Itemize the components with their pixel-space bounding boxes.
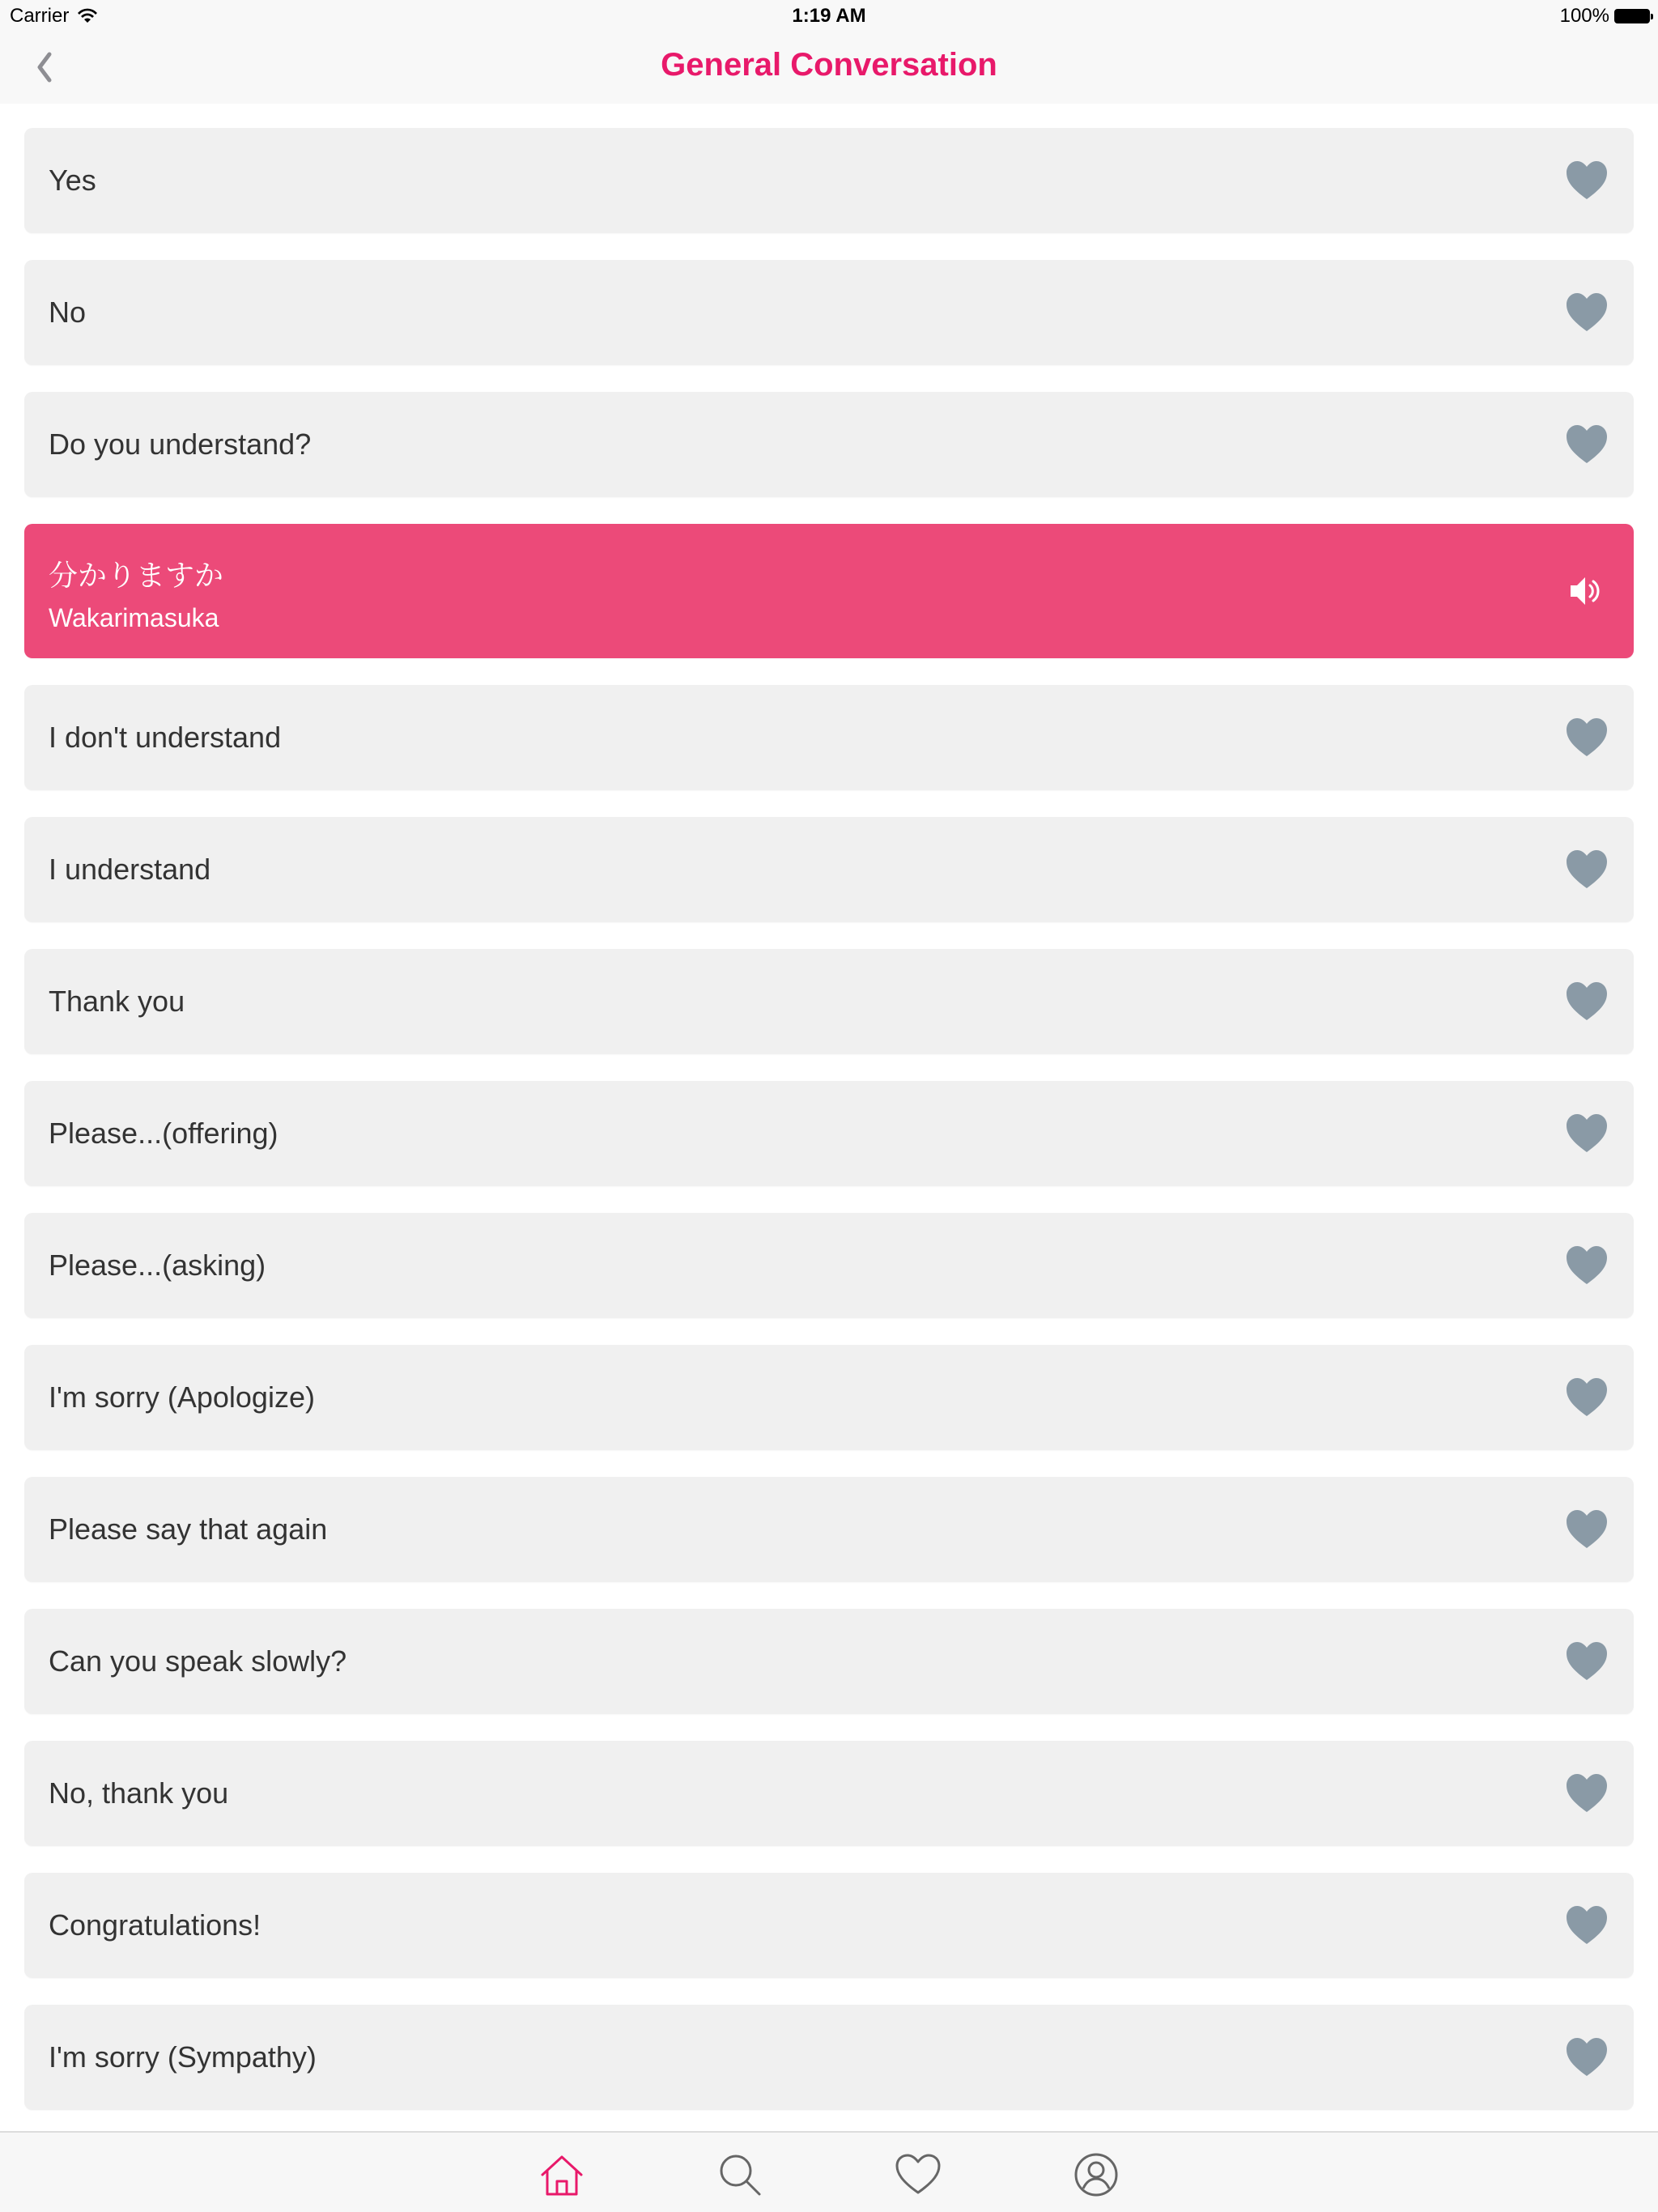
list-item[interactable] — [24, 1213, 1634, 1318]
phrase-label: Congratulations! — [49, 1908, 261, 1942]
heart-icon[interactable] — [1564, 1244, 1609, 1287]
phrase-label: Yes — [49, 164, 96, 197]
list-item[interactable] — [24, 949, 1634, 1054]
phrase-label: Please...(asking) — [49, 1249, 266, 1282]
phrase-label: Thank you — [49, 985, 185, 1018]
heart-icon[interactable] — [1564, 1772, 1609, 1815]
home-icon — [538, 2152, 586, 2197]
phrase-label: Can you speak slowly? — [49, 1644, 347, 1678]
list-item[interactable] — [24, 1345, 1634, 1450]
phrase-label: I'm sorry (Apologize) — [49, 1380, 315, 1414]
heart-icon[interactable] — [1564, 1508, 1609, 1551]
heart-icon[interactable] — [1564, 1904, 1609, 1947]
phrase-label: Please...(offering) — [49, 1117, 278, 1150]
status-bar — [0, 0, 1658, 32]
heart-icon[interactable] — [1564, 848, 1609, 891]
speaker-icon[interactable] — [1567, 572, 1605, 610]
navigation-bar — [0, 32, 1658, 104]
battery-icon — [1614, 9, 1650, 23]
heart-icon — [894, 2152, 942, 2197]
battery-indicator — [1560, 5, 1650, 28]
phrase-label: No, thank you — [49, 1776, 229, 1810]
search-icon — [717, 2152, 763, 2197]
status-time: 1:19 AM — [792, 5, 866, 27]
list-item[interactable] — [24, 1477, 1634, 1582]
phrase-list — [24, 128, 1634, 2137]
phrase-label: I don't understand — [49, 721, 282, 754]
page-title: General Conversation — [661, 47, 997, 83]
list-item[interactable] — [24, 2005, 1634, 2110]
tab-bar — [0, 2131, 1658, 2212]
battery-label: 100% — [1559, 5, 1609, 27]
phrase-label: No — [49, 296, 87, 329]
heart-icon[interactable] — [1564, 1640, 1609, 1683]
expanded-phrase-item[interactable] — [24, 524, 1634, 658]
list-item[interactable] — [24, 260, 1634, 365]
tab-home[interactable] — [538, 2150, 586, 2199]
heart-icon[interactable] — [1564, 159, 1609, 202]
heart-icon[interactable] — [1564, 2035, 1609, 2079]
list-item[interactable] — [24, 392, 1634, 497]
japanese-translation: 分かりますか — [49, 559, 224, 593]
heart-icon[interactable] — [1564, 1376, 1609, 1419]
phrase-label: I'm sorry (Sympathy) — [49, 2040, 317, 2074]
list-item[interactable] — [24, 685, 1634, 790]
list-item[interactable] — [24, 817, 1634, 922]
tab-profile[interactable] — [1072, 2150, 1120, 2199]
list-item[interactable] — [24, 1873, 1634, 1978]
list-item[interactable] — [24, 1081, 1634, 1186]
tab-favorites[interactable] — [894, 2150, 942, 2199]
profile-icon — [1073, 2152, 1119, 2197]
heart-icon[interactable] — [1564, 980, 1609, 1023]
phrase-label: Please say that again — [49, 1512, 328, 1546]
phrase-label: I understand — [49, 853, 211, 886]
heart-icon[interactable] — [1564, 291, 1609, 334]
list-item[interactable] — [24, 128, 1634, 233]
list-item[interactable] — [24, 1609, 1634, 1714]
heart-icon[interactable] — [1564, 1112, 1609, 1155]
phrase-label: Do you understand? — [49, 428, 312, 461]
list-item[interactable] — [24, 1741, 1634, 1846]
heart-icon[interactable] — [1564, 423, 1609, 466]
carrier-label: Carrier — [10, 5, 70, 27]
romaji-transliteration: Wakarimasuka — [49, 603, 219, 632]
tab-search[interactable] — [716, 2150, 764, 2199]
heart-icon[interactable] — [1564, 716, 1609, 759]
